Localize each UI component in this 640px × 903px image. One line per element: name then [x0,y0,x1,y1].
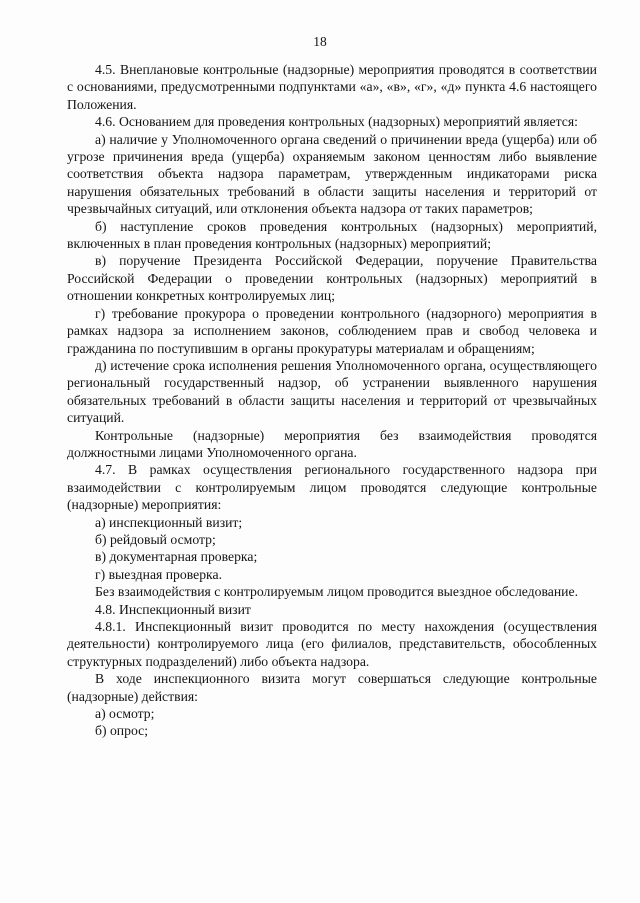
list-item-survey: б) опрос; [95,723,149,739]
paragraph-4-6-d: д) истечение срока исполнения решения Уполномоченного органа, осуществляющего региональный государственный надзор, об устранении выявленного нарушения обязательных требований в области защиты населения и территорий от чрезвычайных ситуаций. [67,357,597,426]
paragraph-4-8-1: 4.8.1. Инспекционный визит проводится по месту нахождения (осуществления деятельности) контролируемого лица (его филиалов, представительств, обособленных структурных подразделений) либо объекта надзора. [67,619,597,669]
section-heading-4-8: 4.8. Инспекционный визит [95,601,251,617]
list-item-inspection: а) осмотр; [95,706,155,722]
list-item-onsite-check: г) выездная проверка. [95,566,222,582]
paragraph-4-6-g: г) требование прокурора о проведении контрольного (надзорного) мероприятия в рамках надзора за исполнением законов, соблюдением прав и свобод человека и гражданина по поступившим в органы прокуратуры материалам и обращениям; [67,305,597,356]
paragraph-4-6-v: в) поручение Президента Российской Федерации, поручение Правительства Российской Федерации о проведении контрольных (надзорных) мероприятий в отношении конкретных контролируемых лиц; [67,253,597,304]
list-item-documentary-check: в) документарная проверка; [95,549,258,565]
paragraph-onsite-survey: Без взаимодействия с контролируемым лицом проводится выездное обследование. [95,584,578,600]
document-body [67,61,597,740]
page-number: 18 [313,34,327,49]
paragraph-visit-actions: В ходе инспекционного визита могут совершаться следующие контрольные (надзорные) действия: [67,671,597,704]
list-item-raid-inspection: б) рейдовый осмотр; [95,531,216,547]
paragraph-no-interaction: Контрольные (надзорные) мероприятия без взаимодействия проводятся должностными лицами Уполномоченного органа. [67,427,597,460]
paragraph-4-6: 4.6. Основанием для проведения контрольных (надзорных) мероприятий является: [95,114,578,130]
paragraph-4-7: 4.7. В рамках осуществления регионального государственного надзора при взаимодействии с контролируемым лицом проводятся следующие контрольные (надзорные) мероприятия: [67,462,597,513]
list-item-inspection-visit: а) инспекционный визит; [95,514,243,530]
paragraph-4-6-a: а) наличие у Уполномоченного органа сведений о причинении вреда (ущерба) или об угрозе причинения вреда (ущерба) охраняемым законом ценностям либо выявление соответствия объекта надзора параметрам, утвержденным индикаторами риска нарушения обязательных требований в области защиты населения и территорий от чрезвычайных ситуаций, или отклонения объекта надзора от таких параметров; [67,131,597,217]
paragraph-4-6-b: б) наступление сроков проведения контрольных (надзорных) мероприятий, включенных в план проведения контрольных (надзорных) мероприятий; [67,218,597,252]
paragraph-4-5: 4.5. Внеплановые контрольные (надзорные) мероприятия проводятся в соответствии с основаниями, предусмотренными подпунктами «а», «в», «г», «д» пункта 4.6 настоящего Положения. [67,62,597,112]
